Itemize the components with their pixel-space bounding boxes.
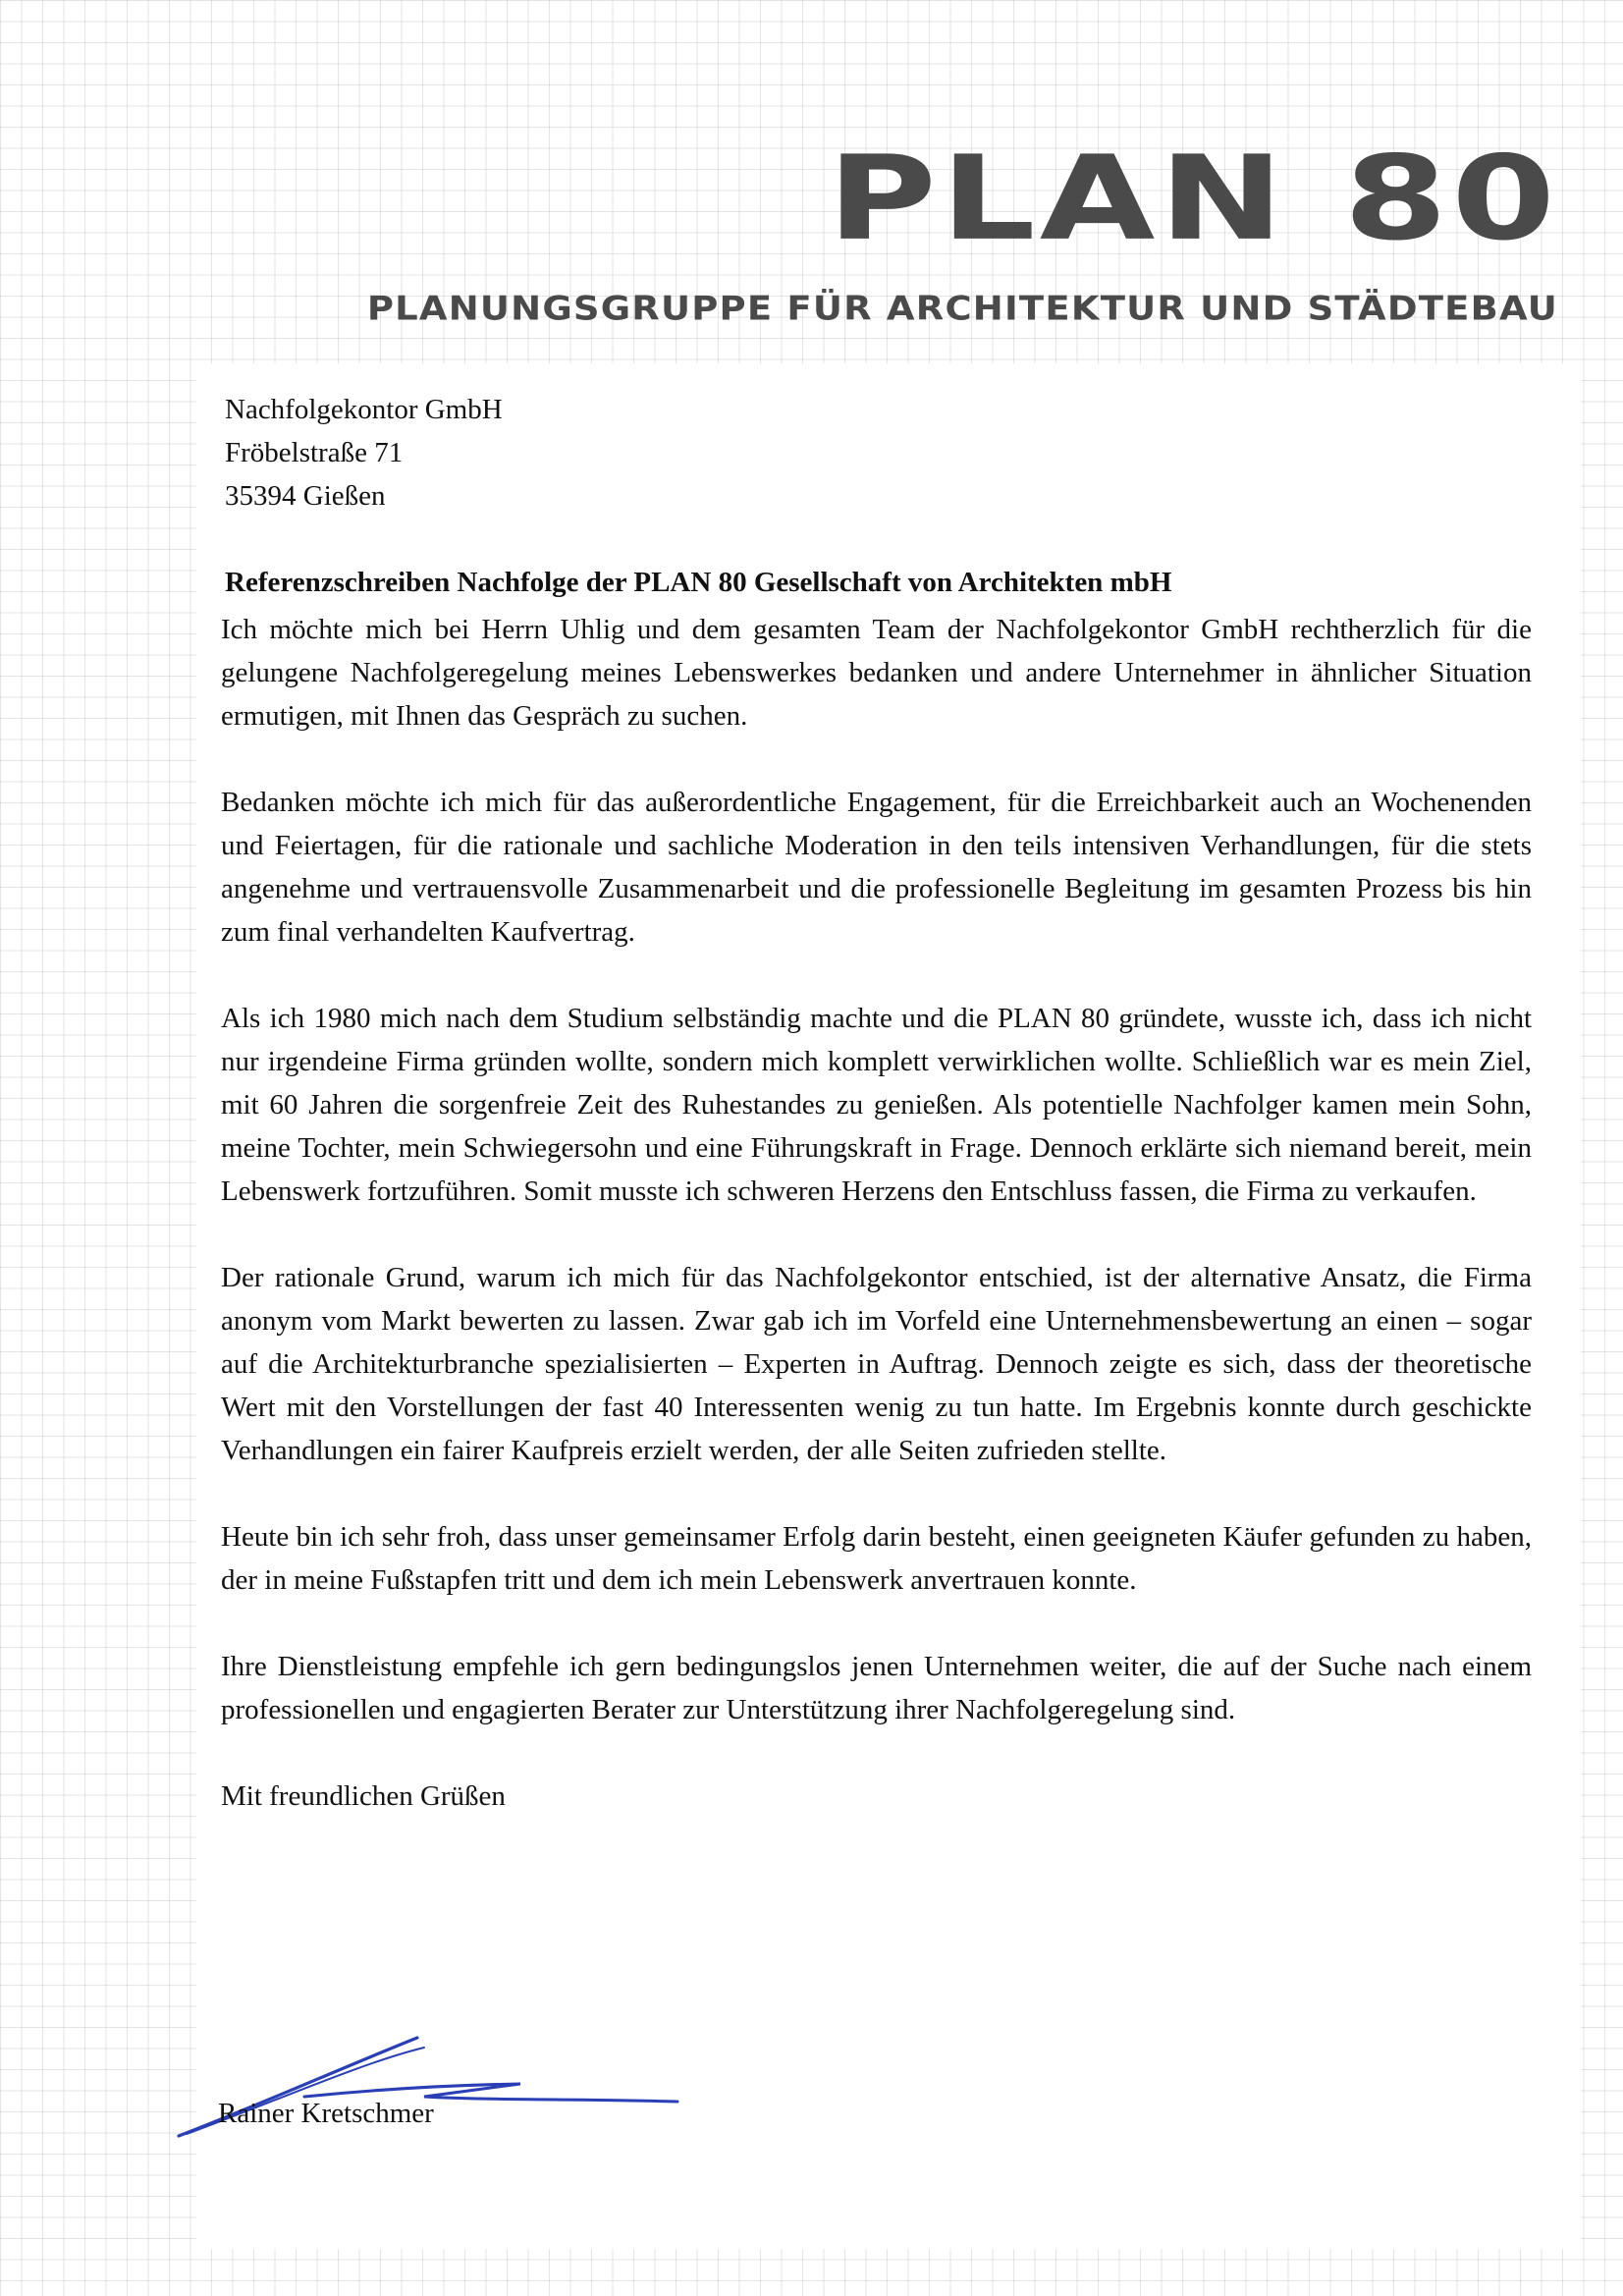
recipient-city: 35394 Gießen <box>225 480 386 512</box>
recipient-address <box>221 388 1532 518</box>
paragraph-6: Ihre Dienstleistung empfehle ich gern bedingungslos jenen Unternehmen weiter, die auf der Suche nach einem professionellen und engagierten Berater zur Unterstützung ihrer Nachfolgeregelung sind. <box>221 1651 1532 1725</box>
paragraph-3: Als ich 1980 mich nach dem Studium selbständig machte und die PLAN 80 gründete, wusste ich, dass ich nicht nur irgendeine Firma gründen wollte, sondern mich komplett verwirklichen wollte. Schließlich war es mein Ziel, mit 60 Jahren die sorgenfreie Zeit des Ruhestandes zu genießen. Als potentielle Nachfolger kamen mein Sohn, meine Tochter, mein Schwiegersohn und eine Führungskraft in Frage. Dennoch erklärte sich niemand bereit, mein Lebenswerk fortzuführen. Somit musste ich schweren Herzens den Entschluss fassen, die Firma zu verkaufen. <box>221 1003 1532 1207</box>
signer-name: Rainer Kretschmer <box>218 2098 434 2129</box>
letter-subject: Referenzschreiben Nachfolge der PLAN 80 Gesellschaft von Architekten mbH <box>225 567 1172 598</box>
recipient-street: Fröbelstraße 71 <box>225 437 404 468</box>
paragraph-1: Ich möchte mich bei Herrn Uhlig und dem gesamten Team der Nachfolgekontor GmbH rechtherzlich für die gelungene Nachfolgeregelung meines Lebenswerkes bedanken und andere Unternehmer in ähnlicher Situation ermutigen, mit Ihnen das Gespräch zu suchen. <box>221 614 1532 732</box>
company-tagline: PLANUNGSGRUPPE FÜR ARCHITEKTUR UND STÄDTEBAU <box>366 289 1558 328</box>
letter-body <box>221 388 1532 1818</box>
recipient-name: Nachfolgekontor GmbH <box>225 394 503 425</box>
paragraph-5: Heute bin ich sehr froh, dass unser gemeinsamer Erfolg darin besteht, einen geeigneten Käufer gefunden zu haben, der in meine Fußstapfen tritt und dem ich mein Lebenswerk anvertrauen konnte. <box>221 1521 1532 1596</box>
paragraph-4: Der rationale Grund, warum ich mich für das Nachfolgekontor entschied, ist der alternative Ansatz, die Firma anonym vom Markt bewerten zu lassen. Zwar gab ich im Vorfeld eine Unternehmensbewertung an einen – sogar auf die Architekturbranche spezialisierten – Experten in Auftrag. Dennoch zeigte es sich, dass der theoretische Wert mit den Vorstellungen der fast 40 Interessenten wenig zu tun hatte. Im Ergebnis konnte durch geschickte Verhandlungen ein fairer Kaufpreis erzielt werden, der alle Seiten zufrieden stellte. <box>221 1262 1532 1466</box>
company-logo: PLAN 80 <box>827 130 1559 266</box>
paragraph-2: Bedanken möchte ich mich für das außerordentliche Engagement, für die Erreichbarkeit auch an Wochenenden und Feiertagen, für die rationale und sachliche Moderation in den teils intensiven Verhandlungen, für die stets angenehme und vertrauensvolle Zusammenarbeit und die professionelle Begleitung im gesamten Prozess bis hin zum final verhandelten Kaufvertrag. <box>221 787 1532 948</box>
letterhead <box>0 0 1623 344</box>
closing-salutation: Mit freundlichen Grüßen <box>221 1780 506 1812</box>
